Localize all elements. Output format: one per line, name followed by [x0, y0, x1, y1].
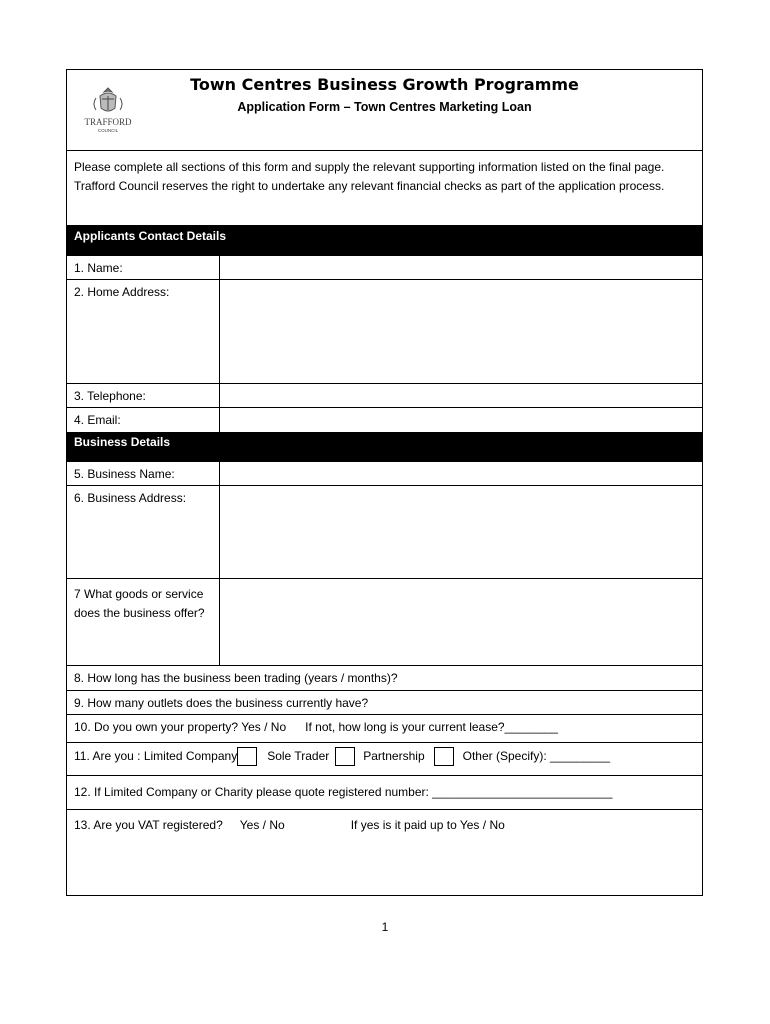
- business-name-field[interactable]: [220, 462, 702, 485]
- outlets-row: [67, 691, 702, 715]
- vat-paid-question[interactable]: If yes is it paid up to Yes / No: [350, 818, 505, 832]
- name-label: 1. Name:: [67, 256, 220, 279]
- vat-question: [67, 810, 702, 895]
- business-type-question: [67, 743, 702, 775]
- telephone-label: 3. Telephone:: [67, 384, 220, 407]
- trading-question[interactable]: 8. How long has the business been trading (years / months)?: [74, 671, 398, 685]
- vat-question-text: 13. Are you VAT registered?: [74, 818, 223, 832]
- telephone-field[interactable]: [220, 384, 702, 407]
- application-form: [66, 69, 703, 896]
- registered-number-question[interactable]: 12. If Limited Company or Charity please quote registered number: ___________________________: [74, 785, 613, 799]
- home-address-label: 2. Home Address:: [67, 280, 220, 383]
- goods-service-label: 7 What goods or service does the business offer?: [67, 579, 220, 665]
- business-address-field[interactable]: [220, 486, 702, 578]
- name-field[interactable]: [220, 256, 702, 279]
- business-type-row: [67, 743, 702, 776]
- email-row: [67, 408, 702, 432]
- outlets-question[interactable]: 9. How many outlets does the business currently have?: [74, 696, 369, 710]
- logo-text: TRAFFORD: [84, 117, 132, 127]
- property-question: [67, 715, 702, 742]
- telephone-row: [67, 384, 702, 408]
- business-name-label: 5. Business Name:: [67, 462, 220, 485]
- email-label: 4. Email:: [67, 408, 220, 432]
- sole-trader-checkbox[interactable]: [335, 747, 355, 766]
- section-business-details: Business Details: [67, 432, 702, 462]
- partnership-checkbox[interactable]: [434, 747, 454, 766]
- business-type-prefix: 11. Are you : Limited Company: [74, 749, 238, 763]
- business-address-row: [67, 486, 702, 579]
- home-address-row: [67, 280, 702, 384]
- limited-company-checkbox[interactable]: [237, 747, 257, 766]
- name-row: [67, 256, 702, 280]
- form-subtitle: Application Form – Town Centres Marketing Loan: [237, 100, 532, 114]
- vat-row: [67, 810, 702, 895]
- goods-service-field[interactable]: [220, 579, 702, 665]
- logo-subtext: COUNCIL: [97, 128, 119, 133]
- property-question-text: 10. Do you own your property? Yes / No: [74, 720, 287, 734]
- lease-question-text[interactable]: If not, how long is your current lease?________: [305, 720, 558, 734]
- business-name-row: [67, 462, 702, 486]
- form-title: Town Centres Business Growth Programme: [190, 75, 579, 94]
- partnership-label: Partnership: [363, 749, 425, 763]
- form-header: [67, 70, 702, 151]
- registered-number-row: [67, 776, 702, 810]
- vat-yes-no[interactable]: Yes / No: [239, 818, 285, 832]
- home-address-field[interactable]: [220, 280, 702, 383]
- page-number: 1: [381, 920, 389, 934]
- section-contact-details: Applicants Contact Details: [67, 226, 702, 256]
- trading-row: [67, 666, 702, 691]
- goods-service-row: [67, 579, 702, 666]
- business-address-label: 6. Business Address:: [67, 486, 220, 578]
- email-field[interactable]: [220, 408, 702, 432]
- property-row: [67, 715, 702, 743]
- other-specify-label[interactable]: Other (Specify): _________: [462, 749, 611, 763]
- intro-text: Please complete all sections of this form and supply the relevant supporting information listed on the final page. Trafford Council reserves the right to undertake any relevant financial checks as part of the application process.: [67, 151, 702, 226]
- sole-trader-label: Sole Trader: [267, 749, 330, 763]
